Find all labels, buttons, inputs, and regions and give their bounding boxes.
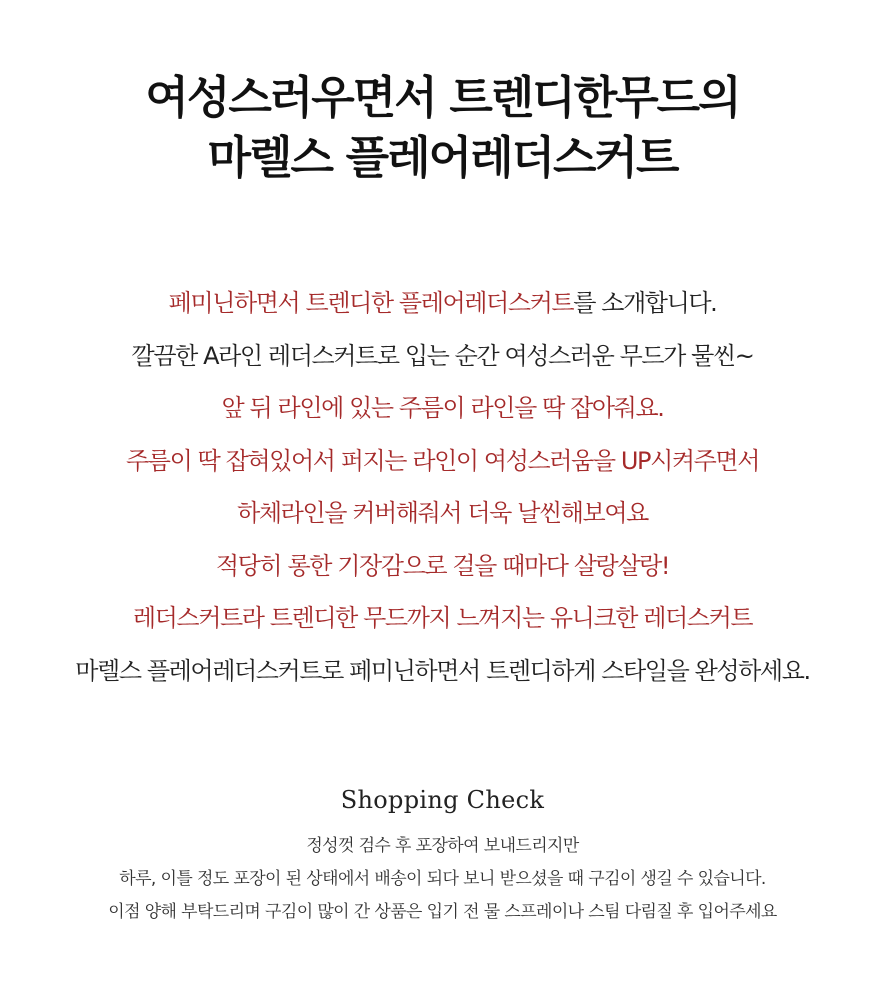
shopping-check-notice <box>0 830 885 929</box>
description-line-6: 적당히 롱한 기장감으로 걸을 때마다 살랑살랑! <box>215 551 670 580</box>
headline-line-1: 여성스러우면서 트렌디한무드의 <box>145 71 740 124</box>
product-description <box>0 277 885 697</box>
description-line-1-rest: 를 소개합니다. <box>573 289 717 317</box>
shopping-check-title: Shopping Check <box>340 786 545 814</box>
shopping-check-line-1: 정성껏 검수 후 포장하여 보내드리지만 <box>306 836 579 856</box>
description-line-3: 앞 뒤 라인에 있는 주름이 라인을 딱 잡아줘요. <box>221 394 664 422</box>
description-line-2: 깔끔한 A라인 레더스커트로 입는 순간 여성스러운 무드가 물씬~ <box>131 341 754 370</box>
description-line-1-highlight: 페미닌하면서 트렌디한 플레어레더스커트 <box>168 289 574 317</box>
headline-line-2: 마렐스 플레어레더스커트 <box>207 131 678 184</box>
description-line-1 <box>0 277 885 330</box>
description-line-8: 마렐스 플레어레더스커트로 페미닌하면서 트렌디하게 스타일을 완성하세요. <box>75 656 810 685</box>
product-headline <box>0 68 885 188</box>
shopping-check-line-3: 이점 양해 부탁드리며 구김이 많이 간 상품은 입기 전 물 스프레이나 스팀 다림질 후 입어주세요 <box>108 902 777 922</box>
description-line-5: 하체라인을 커버해줘서 더욱 날씬해보여요 <box>237 499 648 527</box>
description-line-7: 레더스커트라 트렌디한 무드까지 느껴지는 유니크한 레더스커트 <box>132 604 753 632</box>
shopping-check-line-2: 하루, 이틀 정도 포장이 된 상태에서 배송이 되다 보니 받으셨을 때 구김이 생길 수 있습니다. <box>119 869 766 889</box>
description-line-4: 주름이 딱 잡혀있어서 퍼지는 라인이 여성스러움을 UP시켜주면서 <box>126 446 759 475</box>
